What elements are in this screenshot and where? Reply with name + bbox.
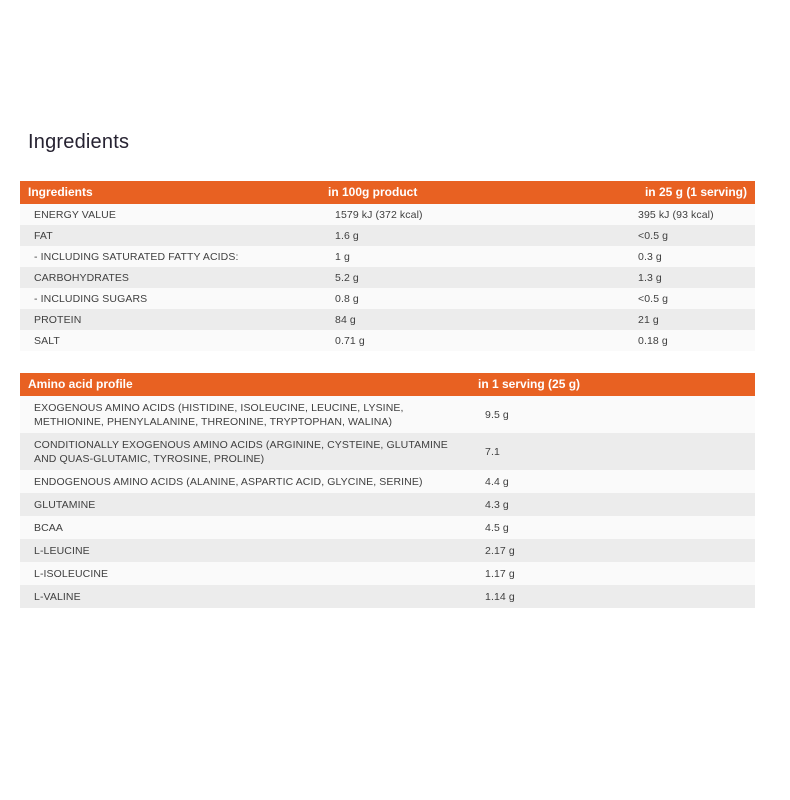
amino-label: L-LEUCINE (20, 539, 470, 562)
table-row (20, 267, 755, 288)
ingredient-label: - INCLUDING SATURATED FATTY ACIDS: (20, 246, 320, 267)
amino-value: 1.14 g (470, 585, 755, 608)
value-per-serving: 1.3 g (625, 267, 755, 288)
product-ingredients-section (0, 131, 790, 800)
value-per-serving: 395 kJ (93 kcal) (625, 204, 755, 225)
value-per-100g: 1.6 g (320, 225, 625, 246)
ingredient-label: PROTEIN (20, 309, 320, 330)
table-row (20, 396, 755, 433)
value-per-serving: 21 g (625, 309, 755, 330)
column-header-ingredients: Ingredients (20, 181, 320, 204)
value-per-100g: 0.8 g (320, 288, 625, 309)
amino-label: BCAA (20, 516, 470, 539)
table-row (20, 246, 755, 267)
table-row (20, 225, 755, 246)
ingredient-label: ENERGY VALUE (20, 204, 320, 225)
amino-value: 9.5 g (470, 396, 755, 433)
table-row (20, 288, 755, 309)
value-per-100g: 0.71 g (320, 330, 625, 351)
ingredient-label: FAT (20, 225, 320, 246)
value-per-100g: 84 g (320, 309, 625, 330)
ingredient-label: - INCLUDING SUGARS (20, 288, 320, 309)
table-row (20, 433, 755, 470)
ingredients-table (20, 181, 755, 351)
value-per-100g: 5.2 g (320, 267, 625, 288)
amino-value: 2.17 g (470, 539, 755, 562)
ingredients-table-header-row (20, 181, 755, 204)
value-per-serving: <0.5 g (625, 288, 755, 309)
table-row (20, 516, 755, 539)
amino-label: CONDITIONALLY EXOGENOUS AMINO ACIDS (ARGININE, CYSTEINE, GLUTAMINE AND QUAS-GLUTAMIC, TYROSINE, PROLINE) (20, 433, 470, 470)
table-row (20, 470, 755, 493)
column-header-amino-profile: Amino acid profile (20, 373, 470, 396)
value-per-serving: <0.5 g (625, 225, 755, 246)
ingredient-label: CARBOHYDRATES (20, 267, 320, 288)
amino-label: L-ISOLEUCINE (20, 562, 470, 585)
amino-table-header-row (20, 373, 755, 396)
amino-value: 4.4 g (470, 470, 755, 493)
amino-value: 4.5 g (470, 516, 755, 539)
column-header-per-serving: in 25 g (1 serving) (625, 181, 755, 204)
amino-label: ENDOGENOUS AMINO ACIDS (ALANINE, ASPARTIC ACID, GLYCINE, SERINE) (20, 470, 470, 493)
table-row (20, 330, 755, 351)
table-row (20, 493, 755, 516)
value-per-100g: 1 g (320, 246, 625, 267)
amino-value: 7.1 (470, 433, 755, 470)
page-title: Ingredients (28, 131, 130, 153)
ingredient-label: SALT (20, 330, 320, 351)
amino-value: 4.3 g (470, 493, 755, 516)
table-row (20, 585, 755, 608)
amino-acid-table (20, 373, 755, 608)
value-per-serving: 0.18 g (625, 330, 755, 351)
value-per-100g: 1579 kJ (372 kcal) (320, 204, 625, 225)
table-row (20, 562, 755, 585)
table-row (20, 309, 755, 330)
table-row (20, 204, 755, 225)
amino-label: EXOGENOUS AMINO ACIDS (HISTIDINE, ISOLEUCINE, LEUCINE, LYSINE, METHIONINE, PHENYLALANINE, THREONINE, TRYPTOPHAN, WALINA) (20, 396, 470, 433)
value-per-serving: 0.3 g (625, 246, 755, 267)
column-header-per-100g: in 100g product (320, 181, 625, 204)
amino-label: L-VALINE (20, 585, 470, 608)
column-header-per-serving-25g: in 1 serving (25 g) (470, 373, 755, 396)
table-row (20, 539, 755, 562)
amino-label: GLUTAMINE (20, 493, 470, 516)
amino-value: 1.17 g (470, 562, 755, 585)
